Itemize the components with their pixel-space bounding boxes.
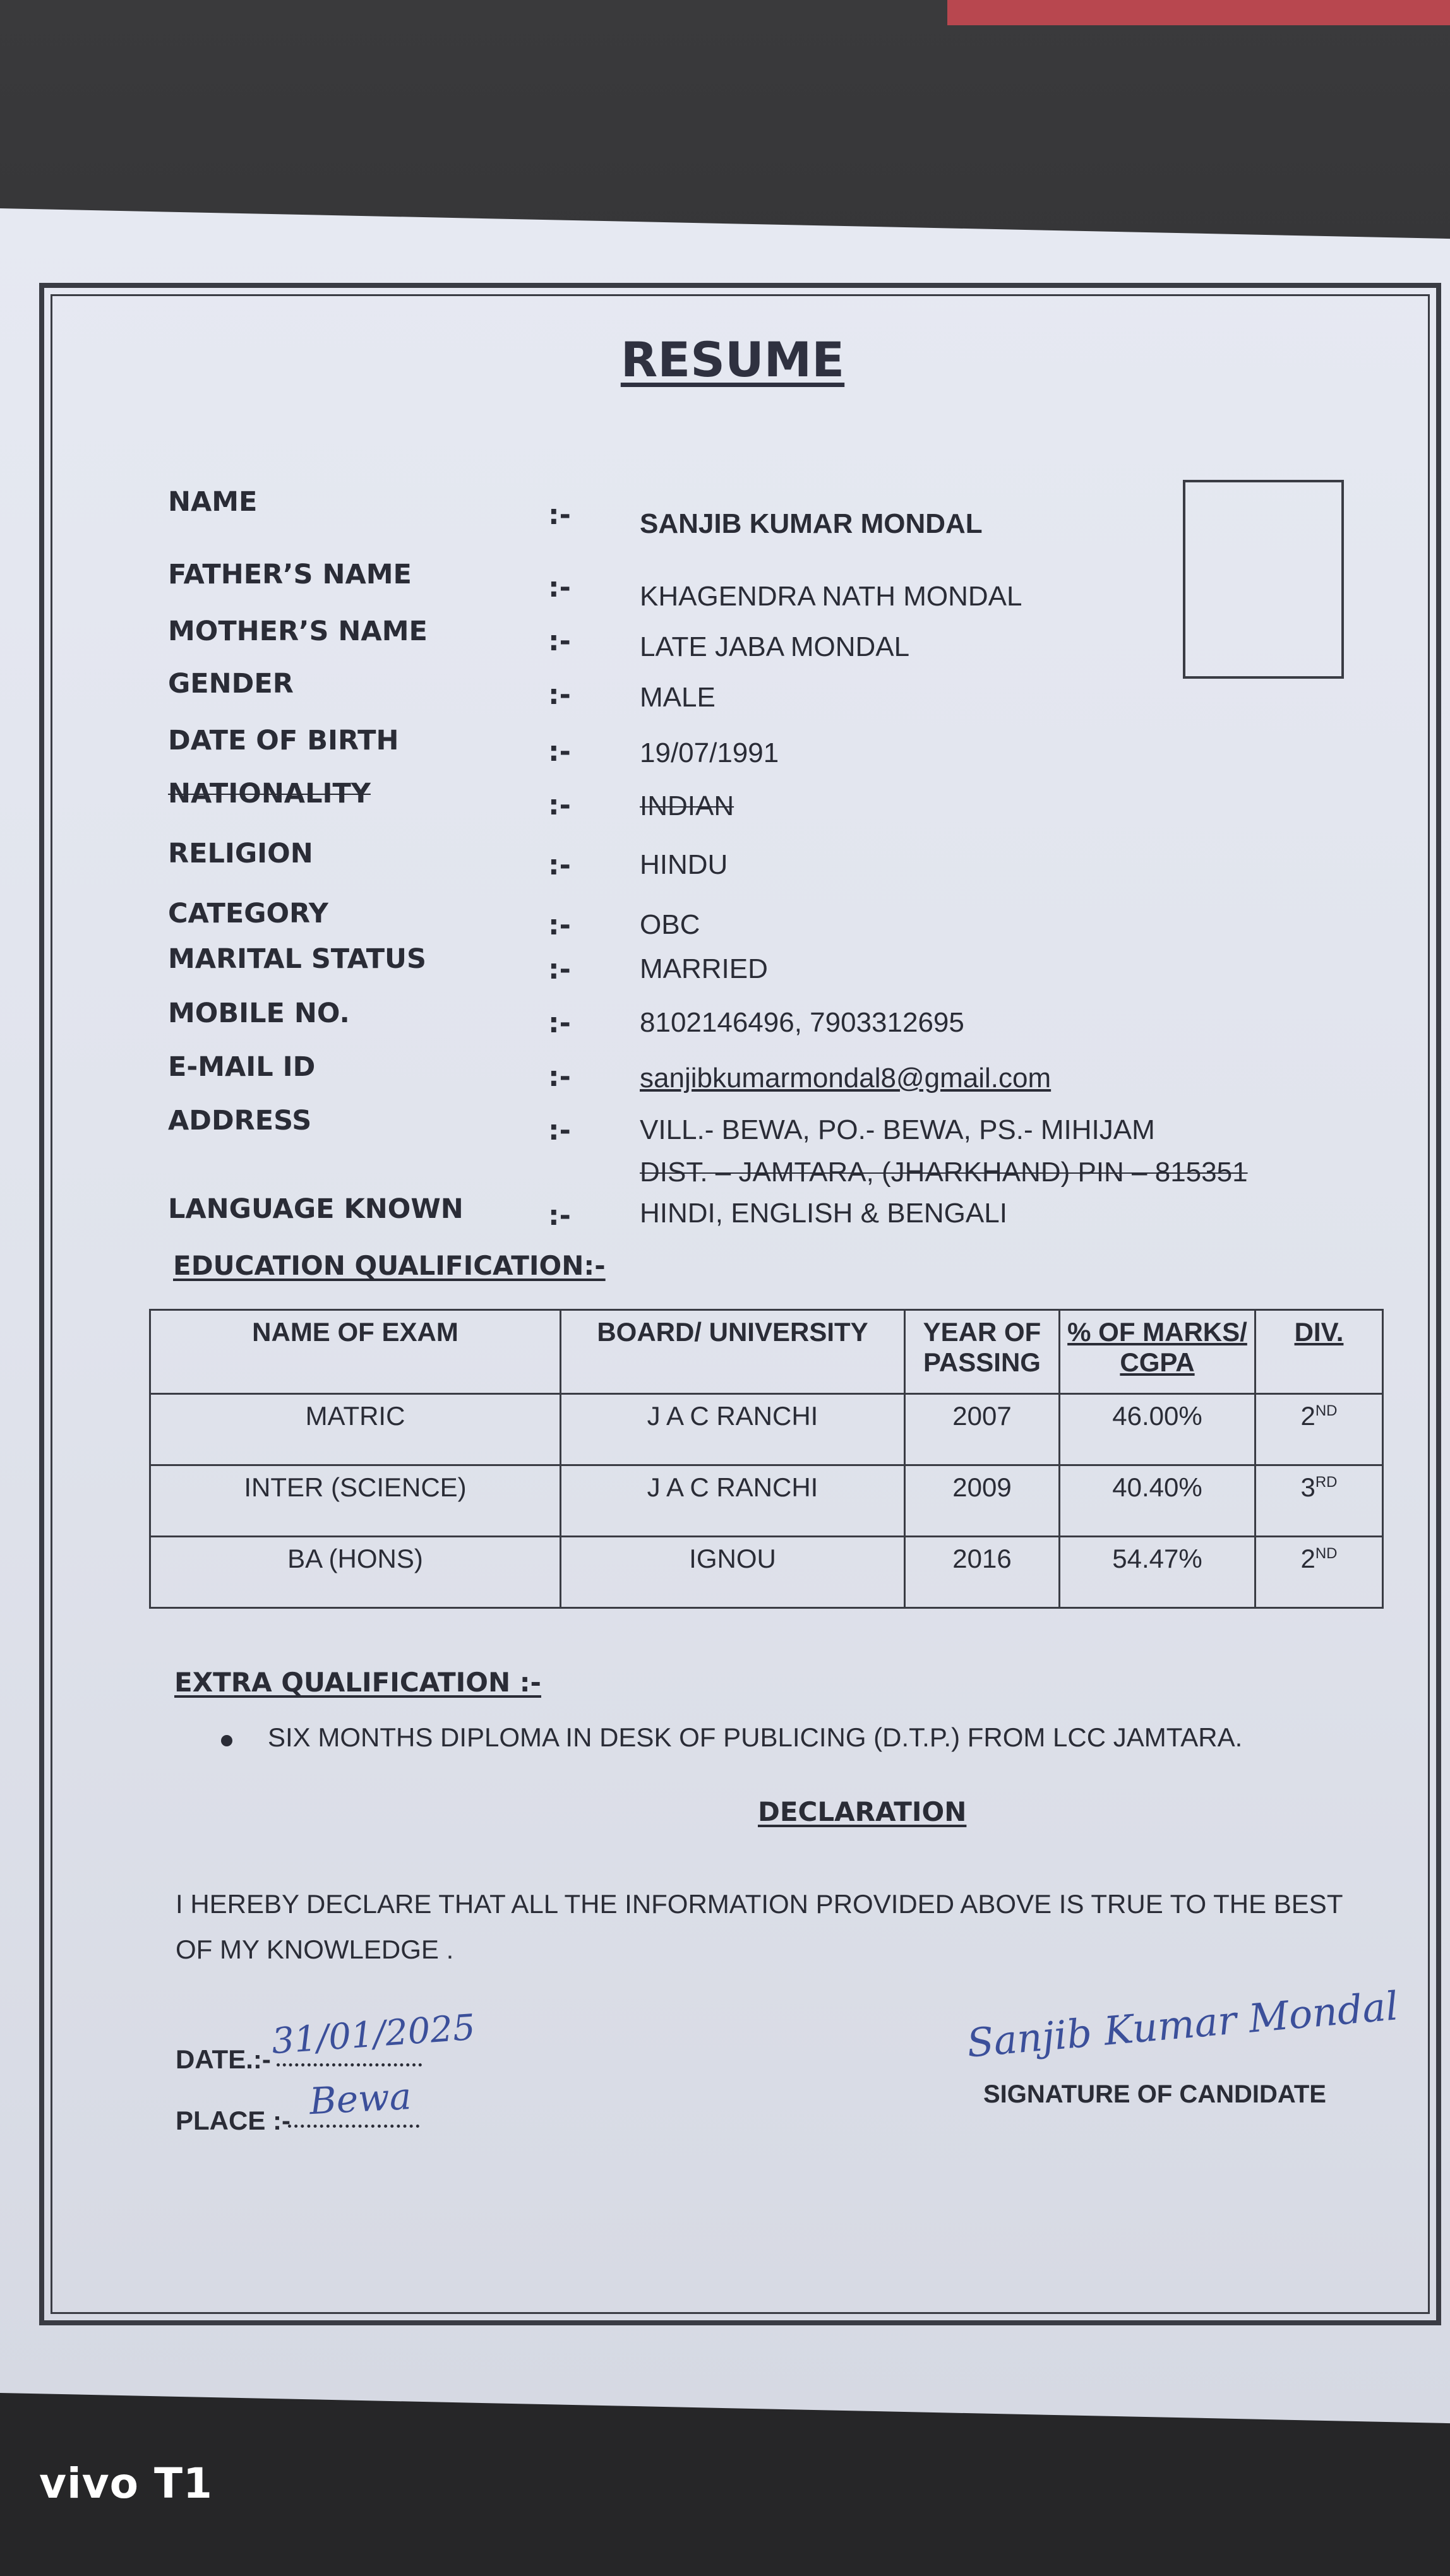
field-label-email: E-MAIL ID xyxy=(168,1051,316,1083)
cell-div: 2ND xyxy=(1255,1537,1383,1608)
place-handwritten: Bewa xyxy=(308,2074,412,2123)
field-value-address-line2: DIST. – JAMTARA, (JHARKHAND) PIN – 815351 xyxy=(640,1157,1248,1188)
field-value-language: HINDI, ENGLISH & BENGALI xyxy=(640,1198,1007,1229)
field-sep: :- xyxy=(548,789,571,821)
date-label: DATE.:- xyxy=(176,2044,271,2074)
field-value-name: SANJIB KUMAR MONDAL xyxy=(640,508,983,539)
field-label-category: CATEGORY xyxy=(168,898,328,929)
camera-watermark: vivo T1 xyxy=(39,2459,213,2508)
table-row xyxy=(150,1394,1383,1465)
field-sep: :- xyxy=(548,499,571,531)
signature-label: SIGNATURE OF CANDIDATE xyxy=(983,2080,1326,2108)
field-sep: :- xyxy=(548,736,571,768)
cell-div: 2ND xyxy=(1255,1394,1383,1465)
date-handwritten: 31/01/2025 xyxy=(270,2007,477,2063)
candidate-signature: Sanjib Kumar Mondal xyxy=(965,1983,1400,2066)
field-value-dob: 19/07/1991 xyxy=(640,737,779,768)
field-value-mother: LATE JABA MONDAL xyxy=(640,631,910,662)
field-sep: :- xyxy=(548,953,571,986)
cell-exam: MATRIC xyxy=(150,1394,561,1465)
field-label-gender: GENDER xyxy=(168,668,294,700)
field-sep: :- xyxy=(548,1007,571,1039)
field-label-dob: DATE OF BIRTH xyxy=(168,725,399,756)
extra-qualification-heading: EXTRA QUALIFICATION :- xyxy=(174,1667,541,1698)
cell-board: J A C RANCHI xyxy=(561,1394,905,1465)
place-dotted-line xyxy=(288,2125,419,2128)
header-board: BOARD/ UNIVERSITY xyxy=(561,1310,905,1394)
field-value-religion: HINDU xyxy=(640,849,728,880)
header-year: YEAR OF PASSING xyxy=(905,1310,1060,1394)
table-row xyxy=(150,1465,1383,1537)
field-sep: :- xyxy=(548,1200,571,1232)
cell-div: 3RD xyxy=(1255,1465,1383,1537)
cell-marks: 54.47% xyxy=(1060,1537,1255,1608)
field-value-mobile: 8102146496, 7903312695 xyxy=(640,1007,964,1038)
place-label: PLACE :- xyxy=(176,2106,291,2135)
field-value-marital: MARRIED xyxy=(640,953,768,984)
cell-board: J A C RANCHI xyxy=(561,1465,905,1537)
cell-board: IGNOU xyxy=(561,1537,905,1608)
field-label-language: LANGUAGE KNOWN xyxy=(168,1193,464,1225)
education-heading: EDUCATION QUALIFICATION:- xyxy=(173,1250,606,1281)
table-row xyxy=(150,1537,1383,1608)
field-sep: :- xyxy=(548,849,571,881)
field-label-father: FATHER’S NAME xyxy=(168,559,412,590)
field-label-name: NAME xyxy=(168,486,258,518)
field-sep: :- xyxy=(548,909,571,941)
cell-exam: INTER (SCIENCE) xyxy=(150,1465,561,1537)
date-dotted-line xyxy=(277,2063,422,2066)
education-table xyxy=(149,1309,1384,1609)
cell-marks: 46.00% xyxy=(1060,1394,1255,1465)
header-exam: NAME OF EXAM xyxy=(150,1310,561,1394)
cell-exam: BA (HONS) xyxy=(150,1537,561,1608)
bullet-icon xyxy=(221,1735,232,1746)
field-sep: :- xyxy=(548,625,571,657)
cell-year: 2009 xyxy=(905,1465,1060,1537)
field-label-address: ADDRESS xyxy=(168,1105,312,1136)
field-value-father: KHAGENDRA NATH MONDAL xyxy=(640,581,1022,612)
cell-year: 2007 xyxy=(905,1394,1060,1465)
cell-year: 2016 xyxy=(905,1537,1060,1608)
field-sep: :- xyxy=(548,1061,571,1093)
resume-title: RESUME xyxy=(620,331,845,388)
declaration-heading: DECLARATION xyxy=(758,1796,967,1827)
field-sep: :- xyxy=(548,571,571,604)
photo-placeholder xyxy=(1183,480,1344,679)
field-label-marital: MARITAL STATUS xyxy=(168,943,426,975)
field-value-address-line1: VILL.- BEWA, PO.- BEWA, PS.- MIHIJAM xyxy=(640,1114,1155,1145)
field-value-nationality: INDIAN xyxy=(640,790,734,821)
field-label-religion: RELIGION xyxy=(168,838,313,869)
field-value-category: OBC xyxy=(640,909,700,940)
header-div: DIV. xyxy=(1255,1310,1383,1394)
field-value-gender: MALE xyxy=(640,682,716,713)
field-sep: :- xyxy=(548,1114,571,1147)
table-header-row xyxy=(150,1310,1383,1394)
header-marks: % OF MARKS/ CGPA xyxy=(1060,1310,1255,1394)
declaration-text: I HEREBY DECLARE THAT ALL THE INFORMATION PROVIDED ABOVE IS TRUE TO THE BEST OF MY KNOWLEDGE . xyxy=(176,1889,1343,1964)
red-object-edge xyxy=(947,0,1450,25)
field-label-mother: MOTHER’S NAME xyxy=(168,616,428,647)
extra-qualification-item: SIX MONTHS DIPLOMA IN DESK OF PUBLICING (D.T.P.) FROM LCC JAMTARA. xyxy=(268,1722,1243,1752)
cell-marks: 40.40% xyxy=(1060,1465,1255,1537)
field-sep: :- xyxy=(548,679,571,711)
field-value-email: sanjibkumarmondal8@gmail.com xyxy=(640,1063,1052,1094)
field-label-mobile: MOBILE NO. xyxy=(168,998,350,1029)
field-label-nationality: NATIONALITY xyxy=(168,778,371,809)
